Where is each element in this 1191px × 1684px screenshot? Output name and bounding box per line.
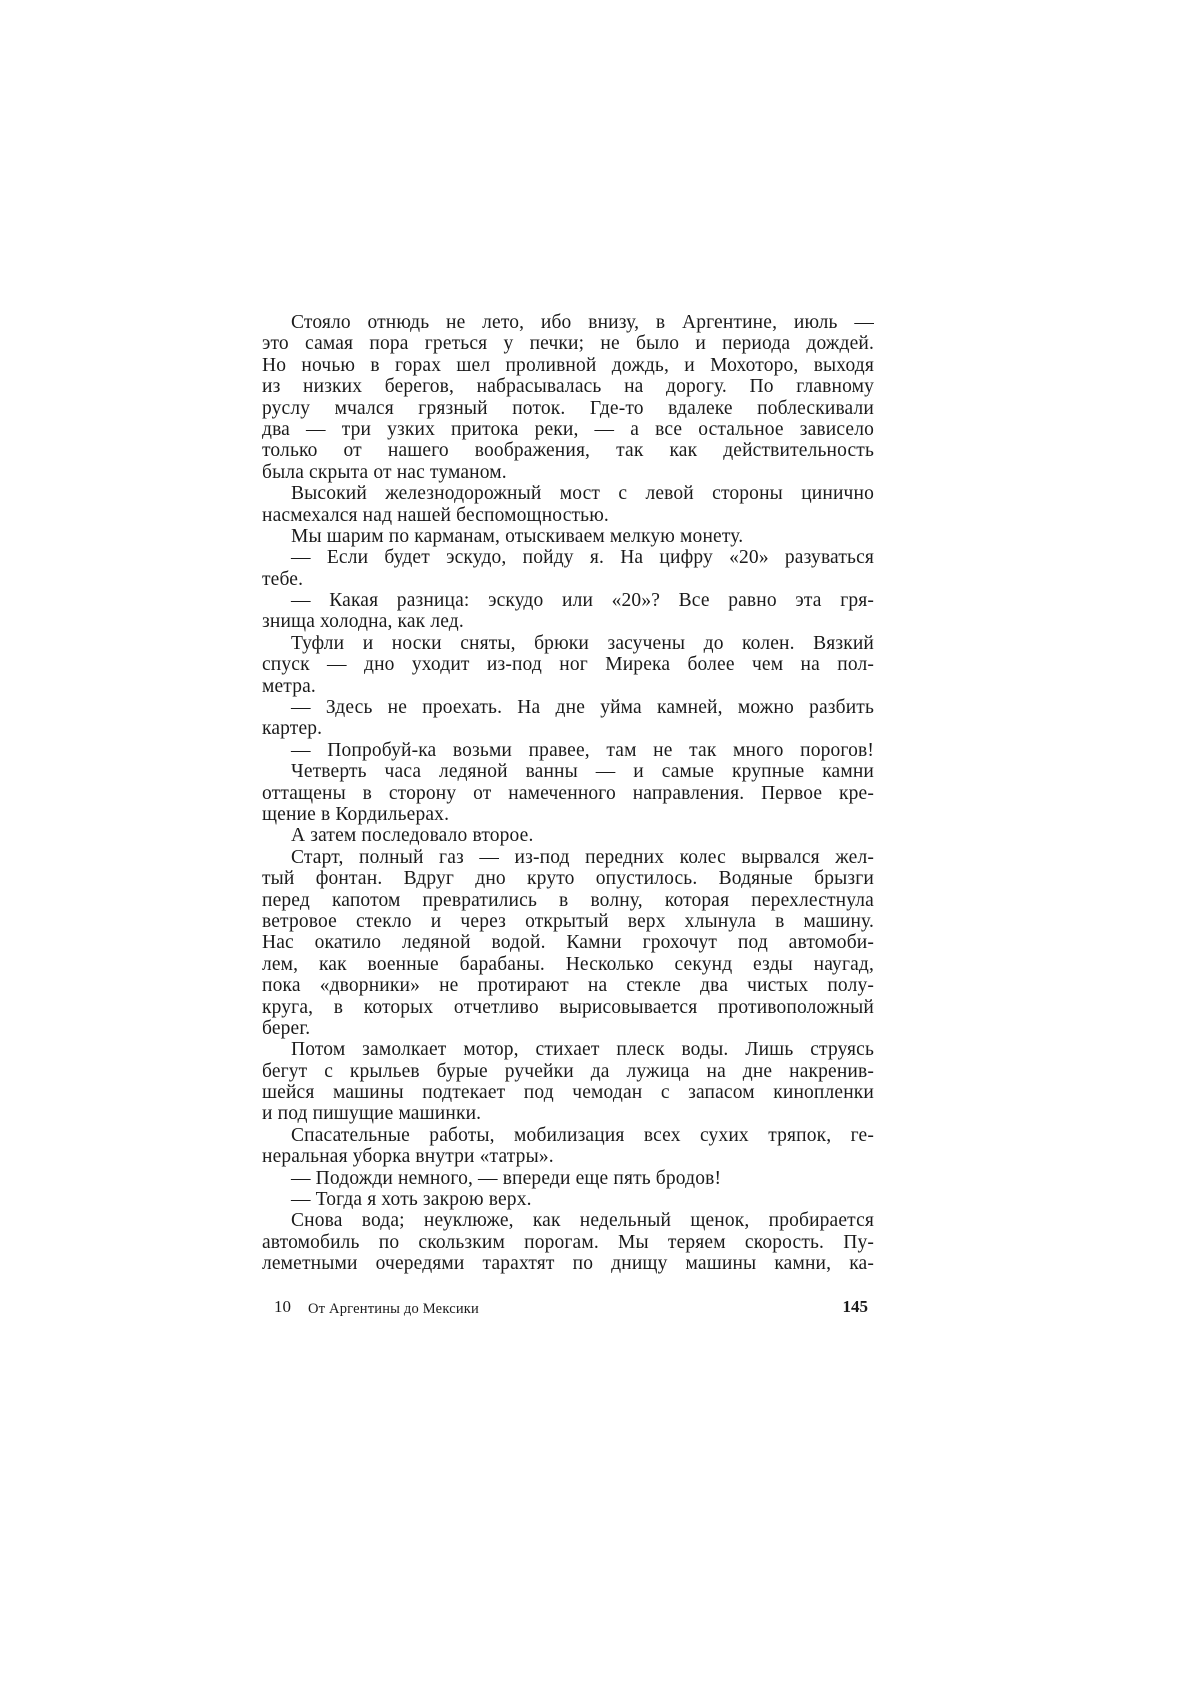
text-line: автомобиль по скользким порогам. Мы теряем скорость. Пу- xyxy=(262,1231,874,1253)
text-line: это самая пора греться у печки; не было и периода дождей. xyxy=(262,333,874,355)
text-line: картер. xyxy=(262,718,323,740)
text-line: пока «дворники» не протирают на стекле два чистых полу- xyxy=(262,975,874,997)
text-line: А затем последовало второе. xyxy=(291,825,534,847)
text-line: Нас окатило ледяной водой. Камни грохочут под автомоби- xyxy=(262,932,874,954)
text-line: только от нашего воображения, так как действительность xyxy=(262,440,874,462)
text-line: Высокий железнодорожный мост с левой стороны цинично xyxy=(291,483,874,505)
text-line: Спасательные работы, мобилизация всех сухих тряпок, ге- xyxy=(291,1124,874,1146)
text-line: леметными очередями тарахтят по днищу машины камни, ка- xyxy=(262,1253,874,1275)
text-line: Снова вода; неуклюже, как недельный щенок, пробирается xyxy=(291,1210,874,1232)
text-line: оттащены в сторону от намеченного направления. Первое кре- xyxy=(262,782,874,804)
text-line: Четверть часа ледяной ванны — и самые крупные камни xyxy=(291,761,874,783)
text-line: Стояло отнюдь не лето, ибо внизу, в Аргентине, июль — xyxy=(291,312,874,333)
text-line: берег. xyxy=(262,1017,311,1039)
text-line: лем, как военные барабаны. Несколько секунд езды наугад, xyxy=(262,953,874,975)
page-body-text xyxy=(262,312,874,1275)
text-line: и под пишущие машинки. xyxy=(262,1103,482,1125)
text-line: знища холодна, как лед. xyxy=(262,611,464,633)
text-line: насмехался над нашей беспомощностью. xyxy=(262,504,609,526)
text-line: щение в Кордильерах. xyxy=(262,803,450,825)
text-line: тебе. xyxy=(262,568,304,590)
book-title: От Аргентины до Мексики xyxy=(308,1301,480,1317)
text-line: метра. xyxy=(262,675,316,697)
text-line: два — три узких притока реки, — а все остальное зависело xyxy=(262,418,874,440)
text-line: была скрыта от нас туманом. xyxy=(262,461,507,483)
text-line: тый фонтан. Вдруг дно круто опустилось. Водяные брызги xyxy=(262,868,874,890)
text-line: шейся машины подтекает под чемодан с запасом кинопленки xyxy=(262,1082,874,1104)
text-line: бегут с крыльев бурые ручейки да лужица на дне накренив- xyxy=(262,1060,874,1082)
text-line: перед капотом превратились в волну, которая перехлестнула xyxy=(262,889,874,911)
page-number: 145 xyxy=(842,1297,868,1316)
text-line: Мы шарим по карманам, отыскиваем мелкую монету. xyxy=(291,525,744,547)
text-line: из низких берегов, набрасывалась на дорогу. По главному xyxy=(262,376,874,398)
text-line: спуск — дно уходит из-под ног Мирека более чем на пол- xyxy=(262,654,874,676)
text-line: круга, в которых отчетливо вырисовывается противоположный xyxy=(262,996,874,1018)
text-line: Старт, полный газ — из-под передних колес вырвался жел- xyxy=(291,846,874,868)
text-line: — Тогда я хоть закрою верх. xyxy=(291,1189,532,1211)
text-line: руслу мчался грязный поток. Где-то вдалеке поблескивали xyxy=(262,397,874,419)
text-line: — Попробуй-ка возьми правее, там не так много порогов! xyxy=(291,739,874,761)
text-line: Туфли и носки сняты, брюки засучены до колен. Вязкий xyxy=(291,632,874,654)
text-line: Но ночью в горах шел проливной дождь, и Мохоторо, выходя xyxy=(262,354,874,376)
text-line: Потом замолкает мотор, стихает плеск воды. Лишь струясь xyxy=(291,1039,874,1061)
page-footer xyxy=(262,1295,874,1319)
text-line: ветровое стекло и через открытый верх хлынула в машину. xyxy=(262,910,874,932)
text-line: — Подожди немного, — впереди еще пять бродов! xyxy=(291,1167,722,1189)
text-line: — Если будет эскудо, пойду я. На цифру «20» разуваться xyxy=(291,547,874,569)
signature-mark: 10 xyxy=(274,1297,291,1316)
text-line: — Здесь не проехать. На дне уйма камней, можно разбить xyxy=(291,697,874,719)
text-line: — Какая разница: эскудо или «20»? Все равно эта гря- xyxy=(291,590,874,612)
text-line: неральная уборка внутри «татры». xyxy=(262,1146,554,1168)
